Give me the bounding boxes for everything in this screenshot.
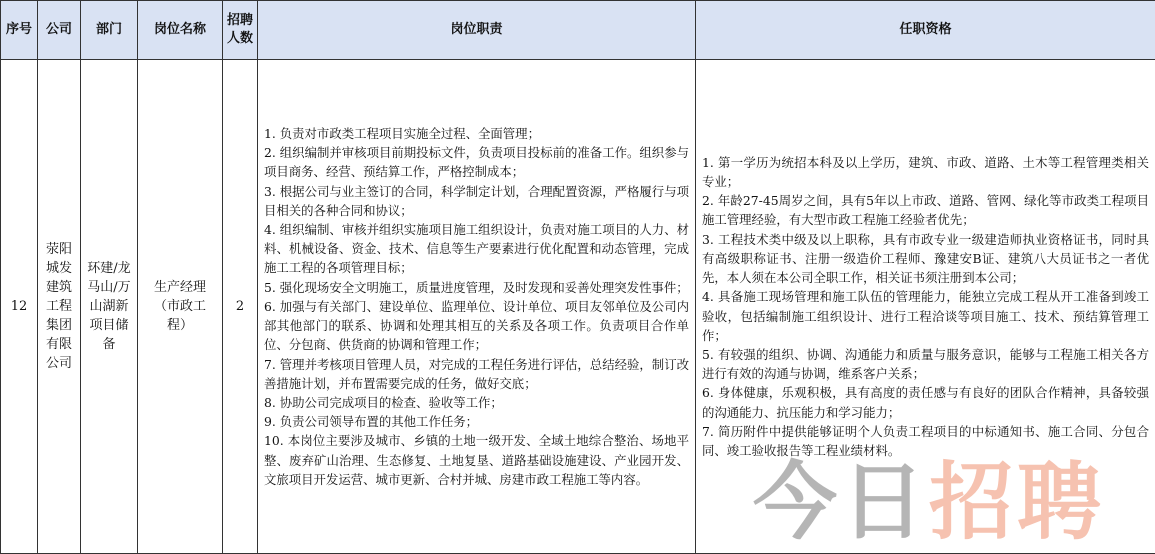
requirement-item: 4. 具备施工现场管理和施工队伍的管理能力，能独立完成工程从开工准备到竣工验收，包括编制施工组织设计、进行工程洽谈等项目施工、技术、预结算管理工作； <box>702 289 1149 343</box>
requirement-item: 5. 有较强的组织、协调、沟通能力和质量与服务意识，能够与工程施工相关各方进行有效的沟通与协调，维系客户关系； <box>702 346 1149 382</box>
header-index: 序号 <box>1 1 38 60</box>
cell-index: 12 <box>1 60 38 554</box>
header-position: 岗位名称 <box>138 1 223 60</box>
cell-position: 生产经理（市政工程） <box>138 60 223 554</box>
requirement-item: 6. 身体健康，乐观积极，具有高度的责任感与有良好的团队合作精神，具备较强的沟通能力、抗压能力和学习能力； <box>702 385 1149 420</box>
duty-item: 8. 协助公司完成项目的检查、验收等工作； <box>264 394 503 410</box>
duty-item: 3. 根据公司与业主签订的合同，科学制定计划，合理配置资源，严格履行与项目相关的各种合同和协议； <box>264 183 689 218</box>
cell-department: 环建/龙马山/万山湖新项目储备 <box>81 60 138 554</box>
duty-item: 6. 加强与有关部门、建设单位、监理单位、设计单位、项目友邻单位及公司内部其他部门的联系、协调和处理其相互的关系及各项工作。负责项目合作单位、分包商、供货商的协调和管理工作； <box>264 298 689 353</box>
duty-item: 5. 强化现场安全文明施工，质量进度管理，及时发现和妥善处理突发性事件； <box>264 279 689 295</box>
requirement-item: 3. 工程技术类中级及以上职称，具有市政专业一级建造师执业资格证书，同时具有高级职称证书、注册一级造价工程师、豫建安B证、建筑八大员证书之一者优先，本人须在本公司全职工作，相关证书须注册到本公司； <box>702 231 1149 286</box>
duty-item: 4. 组织编制、审核并组织实施项目施工组织设计，负责对施工项目的人力、材料、机械设备、资金、技术、信息等生产要素进行优化配置和动态管理，完成施工工程的各项管理目标； <box>264 222 689 276</box>
requirement-item: 2. 年龄27-45周岁之间，具有5年以上市政、道路、管网、绿化等市政类工程项目施工管理经验，有大型市政工程施工经验者优先； <box>702 193 1149 228</box>
header-requirements: 任职资格 <box>696 1 1155 60</box>
duty-item: 1. 负责对市政类工程项目实施全过程、全面管理； <box>264 126 540 142</box>
cell-company: 荥阳城发建筑工程集团有限公司 <box>38 60 81 554</box>
watermark-part1: 今日 <box>753 453 930 551</box>
header-duties: 岗位职责 <box>258 1 696 60</box>
header-department: 部门 <box>81 1 138 60</box>
cell-requirements <box>696 60 1155 554</box>
duty-item: 9. 负责公司领导布置的其他工作任务； <box>264 414 479 430</box>
cell-count: 2 <box>223 60 258 554</box>
requirement-item: 7. 简历附件中提供能够证明个人负责工程项目的中标通知书、施工合同、分包合同、竣工验收报告等工程业绩材料。 <box>702 423 1149 458</box>
table-row <box>1 60 1155 554</box>
watermark-part2: 招聘 <box>929 453 1106 551</box>
header-company: 公司 <box>38 1 81 60</box>
header-count: 招聘人数 <box>223 1 258 60</box>
duty-item: 10. 本岗位主要涉及城市、乡镇的土地一级开发、全域土地综合整治、场地平整、废弃矿山治理、生态修复、土地复垦、道路基础设施建设、产业园开发、文旅项目开发运营、城市更新、合村并城、房建市政工程施工等内容。 <box>264 433 689 487</box>
cell-duties <box>258 60 696 554</box>
duty-item: 7. 管理并考核项目管理人员，对完成的工程任务进行评估，总结经验，制订改善措施计划，并布置需要完成的任务，做好交底； <box>264 356 689 391</box>
header-row <box>1 1 1155 60</box>
requirement-item: 1. 第一学历为统招本科及以上学历，建筑、市政、道路、土木等工程管理类相关专业； <box>702 154 1149 190</box>
duty-item: 2. 组织编制并审核项目前期投标文件，负责项目投标前的准备工作。组织参与项目商务、经营、预结算工作，严格控制成本； <box>264 145 689 180</box>
